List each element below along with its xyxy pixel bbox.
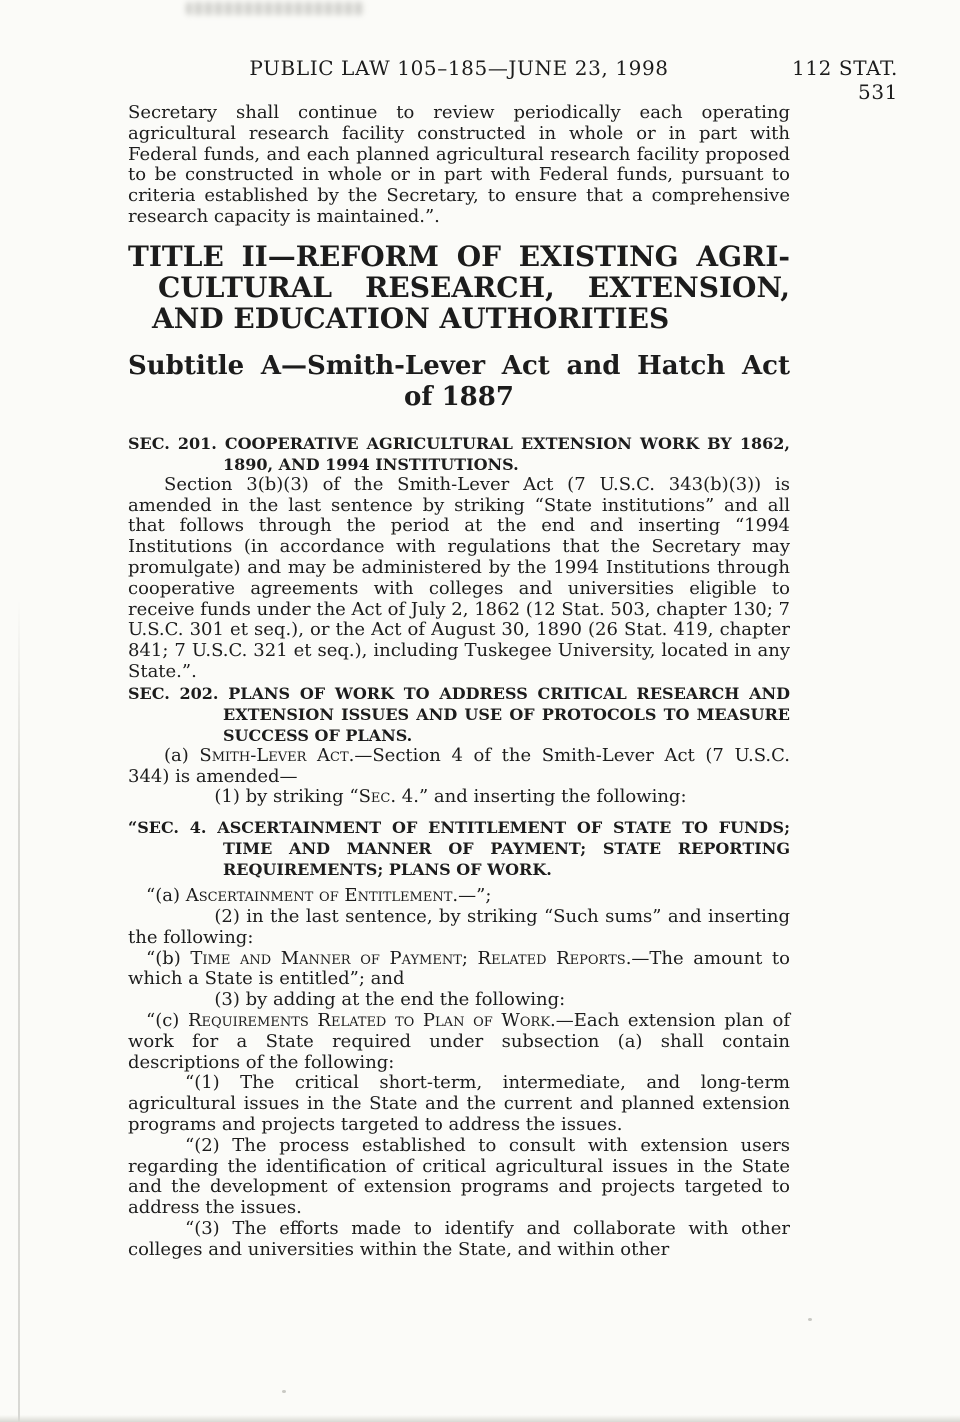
text-run: “(b)	[146, 947, 191, 969]
smallcaps-run: Sec. 4.	[358, 786, 419, 808]
title-ii-heading	[128, 241, 790, 334]
sec-201-heading	[128, 433, 790, 475]
text-run: “(a)	[146, 885, 186, 907]
text-run: (3) by adding at the end the following:	[214, 989, 566, 1011]
smallcaps-run: Smith-Lever Act.	[199, 744, 355, 766]
text-run: .—”;	[452, 885, 492, 907]
text-run: .—The amount to which a State is entitled”; and	[128, 947, 791, 990]
smallcaps-run: Requirements Related to Plan of Work	[187, 1009, 551, 1031]
text-run: “SEC. 4. ASCERTAINMENT OF ENTITLEMENT OF STATE TO FUNDS; TIME AND MANNER OF PAYMENT; STATE REPORTING REQUIREMENTS; PLANS OF WORK.	[128, 818, 790, 880]
quoted-subsection-a	[128, 886, 790, 907]
running-head	[128, 56, 898, 104]
text-run: Section 3(b)(3) of the Smith-Lever Act (7 U.S.C. 343(b)(3)) is amended in the last sentence by striking “State institutions” and all that follows through the period at the end and inserting “1994 Institutions (in accordance with regulations that the Secretary may promulgate) and may be administered by the 1994 Institutions through cooperative agreements with colleges and universities eligible to receive funds under the Act of July 2, 1862 (12 Stat. 503, chapter 130; 7 U.S.C. 301 et seq.), or the Act of August 30, 1890 (26 Stat. 419, chapter 841; 7 U.S.C. 321 et seq.), including Tuskegee University, located in any State.”.	[128, 473, 790, 682]
quoted-c-paragraph-2	[128, 1136, 790, 1219]
sec-202-heading	[128, 683, 790, 746]
text-run: (1) by striking “	[214, 786, 359, 808]
smallcaps-run: Time and Manner of Payment; Related Reports	[190, 947, 626, 969]
scan-bottom-edge	[0, 1415, 960, 1422]
sec-202-a-clause-3	[128, 990, 790, 1011]
text-run: (a)	[164, 744, 200, 766]
sec-202-a-clause-2	[128, 907, 790, 949]
text-run: Secretary shall continue to review periodically each operating agricultural research facility constructed in whole or in part with Federal funds, and each planned agricultural research facility proposed to be constructed in whole or in part with Federal funds, pursuant to criteria established by the Secretary, to ensure that a comprehensive research capacity is maintained.”.	[128, 102, 790, 227]
quoted-sec-4-heading	[128, 817, 790, 880]
subtitle-a-heading	[128, 351, 790, 413]
text-run: “(2) The process established to consult with extension users regarding the identification of critical agricultural issues in the State and the development of extension programs and projects targeted to address the issues.	[128, 1134, 790, 1219]
sec-202-a-clause-1	[128, 787, 790, 808]
title-ii-heading-line: TITLE II—REFORM OF EXISTING AGRI-	[128, 239, 790, 273]
statute-text-column	[128, 103, 790, 1260]
public-law-caption: PUBLIC LAW 105–185—JUNE 23, 1998	[249, 56, 669, 80]
title-ii-heading-line: AND EDUCATION AUTHORITIES	[152, 301, 670, 335]
quoted-subsection-c	[128, 1011, 790, 1073]
scan-edge-line	[18, 600, 20, 1422]
scan-speck	[282, 1390, 286, 1393]
sec-202-subsection-a	[128, 746, 790, 788]
subtitle-a-heading-line: Subtitle A—Smith-Lever Act and Hatch Act	[128, 350, 790, 381]
text-run: SEC. 201. COOPERATIVE AGRICULTURAL EXTENSION WORK BY 1862, 1890, AND 1994 INSTITUTIONS.	[128, 433, 790, 474]
quoted-subsection-b	[128, 949, 790, 991]
text-run: .—Each extension plan of work for a State required under subsection (a) shall contain descriptions of the following:	[128, 1009, 790, 1073]
text-run: “(3) The efforts made to identify and collaborate with other colleges and universities within the State, and within other	[128, 1217, 790, 1260]
continuation-paragraph	[128, 103, 790, 228]
scan-smudge-artifact	[186, 2, 364, 15]
quoted-c-paragraph-3	[128, 1219, 790, 1261]
title-ii-heading-line: CULTURAL RESEARCH, EXTENSION,	[158, 270, 790, 304]
text-run: SEC. 202. PLANS OF WORK TO ADDRESS CRITICAL RESEARCH AND EXTENSION ISSUES AND USE OF PROTOCOLS TO MEASURE SUCCESS OF PLANS.	[128, 683, 790, 745]
subtitle-a-heading-line: of 1887	[404, 381, 514, 412]
quoted-c-paragraph-1	[128, 1073, 790, 1135]
text-run: “(1) The critical short-term, intermediate, and long-term agricultural issues in the State and the current and planned extension programs and projects targeted to address the issues.	[128, 1072, 790, 1135]
text-run: (2) in the last sentence, by striking “Such sums” and inserting the following:	[128, 905, 790, 948]
text-run: —Section 4 of the Smith-Lever Act (7 U.S.C. 344) is amended—	[128, 744, 790, 787]
text-run: ” and inserting the following:	[418, 786, 687, 808]
statute-page-number: 112 STAT. 531	[792, 56, 898, 104]
smallcaps-run: Ascertainment of Entitlement	[185, 885, 453, 907]
sec-201-body-paragraph	[128, 475, 790, 683]
text-run: “(c)	[146, 1009, 188, 1031]
scan-speck	[808, 1318, 812, 1321]
